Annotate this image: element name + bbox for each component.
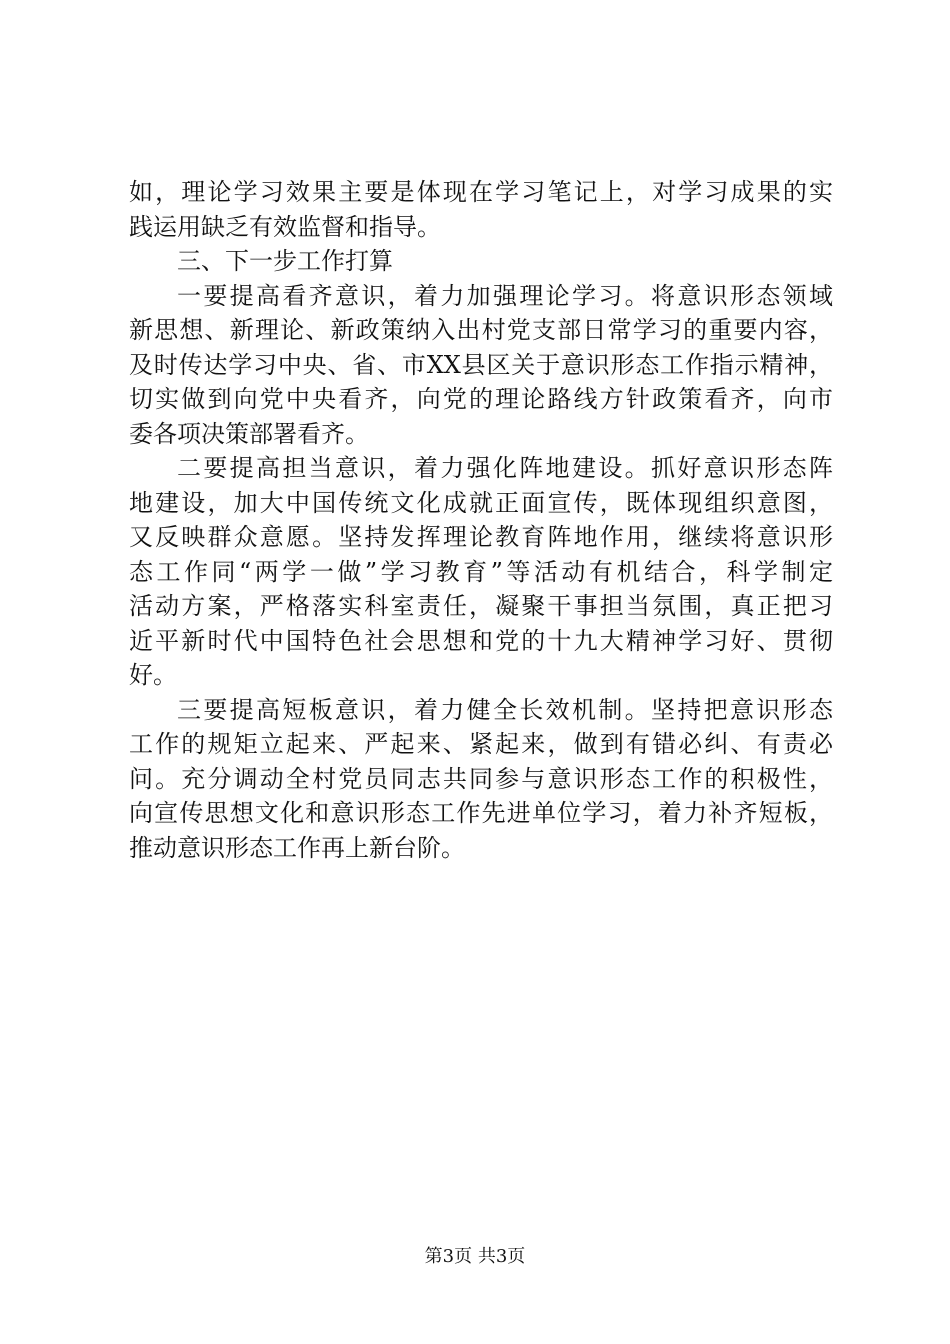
- document-body: [129, 175, 833, 865]
- text-line: 活动方案，严格落实科室责任，凝聚干事担当氛围，真正把习: [129, 592, 833, 620]
- page-footer: 第3页 共3页: [424, 1246, 526, 1267]
- text-line: 及时传达学习中央、省、市XX县区关于意识形态工作指示精神，: [129, 350, 833, 379]
- text-line: 委各项决策部署看齐。: [129, 419, 369, 448]
- text-line: 近平新时代中国特色社会思想和党的十九大精神学习好、贯彻: [129, 626, 833, 655]
- text-line: 态工作同“两学一做”学习教育”等活动有机结合，科学制定: [129, 557, 833, 586]
- text-line: 践运用缺乏有效监督和指导。: [129, 212, 441, 241]
- text-line: 新思想、新理论、新政策纳入出村党支部日常学习的重要内容，: [129, 316, 833, 344]
- text-line: 三要提高短板意识，着力健全长效机制。坚持把意识形态: [177, 695, 833, 724]
- text-line: 如，理论学习效果主要是体现在学习笔记上，对学习成果的实: [129, 178, 833, 206]
- section-heading: 三、下一步工作打算: [177, 247, 393, 275]
- text-line: 一要提高看齐意识，着力加强理论学习。将意识形态领域: [177, 281, 833, 310]
- text-line: 向宣传思想文化和意识形态工作先进单位学习，着力补齐短板，: [129, 799, 833, 827]
- text-line: 二要提高担当意识，着力强化阵地建设。抓好意识形态阵: [177, 454, 833, 482]
- text-line: 地建设，加大中国传统文化成就正面宣传，既体现组织意图，: [129, 488, 833, 517]
- text-line: 工作的规矩立起来、严起来、紧起来，做到有错必纠、有责必: [129, 730, 833, 758]
- text-line: 问。充分调动全村党员同志共同参与意识形态工作的积极性，: [129, 764, 833, 793]
- text-line: 推动意识形态工作再上新台阶。: [129, 833, 465, 862]
- text-line: 好。: [129, 661, 177, 689]
- text-line: 切实做到向党中央看齐，向党的理论路线方针政策看齐，向市: [129, 385, 833, 413]
- text-line: 又反映群众意愿。坚持发挥理论教育阵地作用，继续将意识形: [129, 523, 833, 551]
